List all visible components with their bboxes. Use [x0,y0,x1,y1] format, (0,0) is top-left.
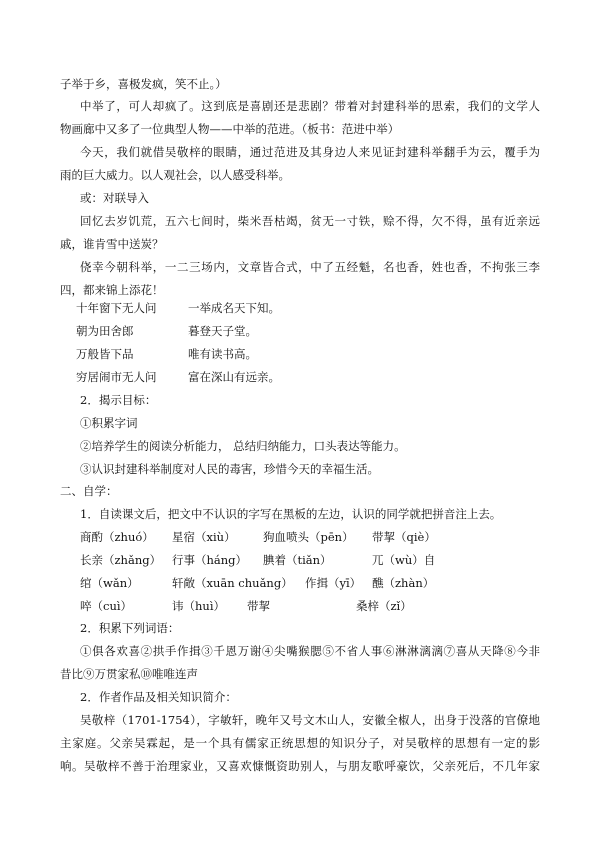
vocab-item: 作揖（yī） [305,576,362,590]
goal-item: ②培养学生的阅读分析能力， 总结归纳能力，口头表达等能力。 [80,439,406,453]
poem-line [76,366,556,388]
goal-item: ①积累字词 [80,416,138,430]
poem-right: 唯有读书高。 [188,347,257,361]
text-line: 今天，我们就借吴敬梓的眼睛，通过范进及其身边人来见证封建科举翻手为云，覆手为 [80,145,540,159]
text-line: 或：对联导入 [80,191,149,205]
text-line: 物画廊中又多了一位典型人物——中举的范进。（板书：范进中举） [60,122,400,136]
vocab-row [80,595,540,617]
section-heading: 2．揭示目标： [80,393,157,407]
poem-left: 万般皆下品 [76,347,134,361]
vocab-item: 讳（huì） [172,599,225,613]
phrase-list: 昔比⑨万贯家私⑩唯唯连声 [60,667,198,681]
text-line: 四，都来锦上添花！ [60,283,164,297]
poem-right: 一举成名天下知。 [188,301,280,315]
vocab-item: 星宿（xiù） [172,530,236,544]
section-heading: 二、自学： [60,484,118,498]
vocab-item: 腆着（tiǎn） [263,553,332,567]
text-line: 1．自读课文后，把文中不认识的字写在黑板的左边，认识的同学就把拼音注上去。 [80,507,502,521]
section-heading: 2．积累下列词语： [80,621,180,635]
vocab-item: 醮（zhàn） [372,576,435,590]
vocab-item: 狗血喷头（pēn） [263,530,354,544]
text-line: 中举了，可人却疯了。这到底是喜剧还是悲剧？带着对封建科举的思索，我们的文学人 [80,99,540,113]
poem-line [76,297,556,319]
text-line: 响。吴敬梓不善于治理家业，又喜欢慷慨资助别人，与朋友歌呼豪饮，父亲死后，不几年家 [60,759,540,773]
phrase-list: ①俱各欢喜②拱手作揖③千恩万谢④尖嘴猴腮⑤不省人事⑥淋淋漓漓⑦喜从天降⑧今非 [80,644,540,658]
text-line: 侥幸今朝科举，一二三场内，文章皆合式，中了五经魁，名也香，姓也香，不拘张三李 [80,260,540,274]
vocab-row [80,549,540,571]
vocab-row [80,572,540,594]
poem-left: 朝为田舍郎 [76,324,134,338]
poem-left: 穷居闹市无人问 [76,370,157,384]
text-line: 吴敬梓（1701-1754），字敏轩，晚年又号文木山人，安徽全椒人，出身于没落的官僚地 [80,713,540,727]
text-line: 回忆去岁饥荒，五六七间时，柴米吾枯竭，贫无一寸铁，赊不得，欠不得，虽有近亲远 [80,214,540,228]
vocab-item: 绾（wǎn） [80,576,139,590]
vocab-item: 桑梓（zǐ） [356,599,412,613]
vocab-item: 带挈 [247,599,270,613]
poem-line [76,320,556,342]
text-line: 子举于乡，喜极发疯，笑不止。） [60,77,227,91]
goal-item: ③认识封建科举制度对人民的毒害，珍惜今天的幸福生活。 [80,462,379,476]
poem-left: 十年窗下无人问 [76,301,157,315]
vocab-item: 商酌（zhuó） [80,530,154,544]
vocab-item: 长亲（zhǎng） [80,553,162,567]
vocab-item: 轩敞（xuān chuǎng） [172,576,293,590]
text-line: 雨的巨大威力。以人观社会，以人感受科举。 [60,168,290,182]
vocab-item: 带挈（qiè） [372,530,436,544]
vocab-item: 兀（wù）自 [372,553,436,567]
poem-line [76,343,556,365]
section-heading: 2．作者作品及相关知识简介： [80,690,237,704]
text-line: 主家庭。父亲吴霖起，是一个具有儒家正统思想的知识分子，对吴敬梓的思想有一定的影 [60,736,540,750]
vocab-item: 啐（cuì） [80,599,133,613]
poem-right: 富在深山有远亲。 [188,370,280,384]
text-line: 戚，谁肯雪中送炭？ [60,237,164,251]
vocab-row [80,526,540,548]
vocab-item: 行事（háng） [172,553,248,567]
poem-right: 暮登天子堂。 [188,324,257,338]
